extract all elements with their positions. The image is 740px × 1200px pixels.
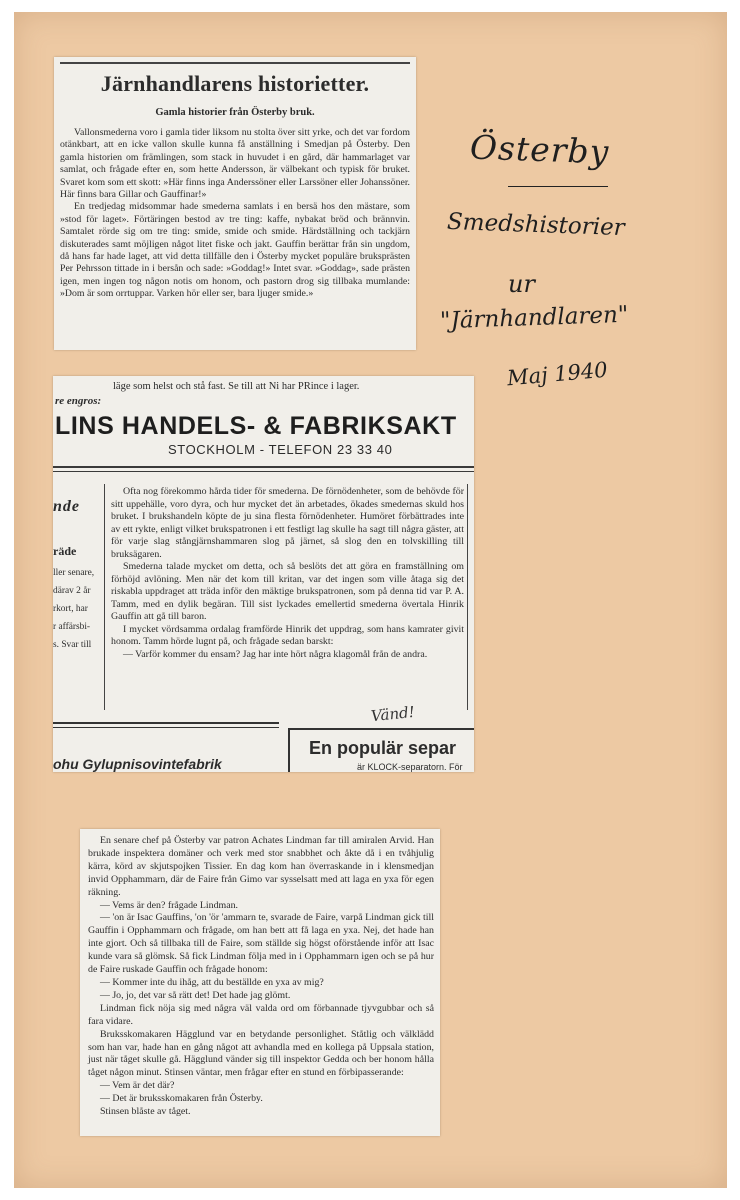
newspaper-clipping-3 [80,829,440,1136]
newspaper-clipping-2 [53,376,474,772]
ad-topline: läge som helst och stå fast. Se till att Ni har PRince i lager. [113,381,360,392]
clipping-body [111,486,464,661]
handwritten-place: Österby [469,127,610,172]
paragraph: — Kommer inte du ihåg, att du beställde en yxa av mig? [100,976,324,988]
clipping-headline: Järnhandlarens historietter. [100,71,370,96]
handwritten-date: Maj 1940 [506,357,609,391]
fragment-heading: nde [53,498,80,515]
clipping-subhead: Gamla historier från Österby bruk. [155,107,315,118]
divider [53,722,279,724]
paragraph: I mycket vördsamma ordalag framförde Hinrik det uppdrag, som hans kamrater givit honom. Tamm hörde lugnt på, och frågade sedan barskt: [111,623,464,647]
ad-title: En populär separ [309,738,457,758]
paragraph: Ofta nog förekommo hårda tider för smederna. De förnödenheter, som de behövde för sitt uppehälle, voro dyra, och hur mycket det än arbetades, ökades smedernas skuld hos bruket. I brukshandeln köpte de ju sina flesta förnödenheter. Humöret förbättrades inte av ett rykte, enligt vilket brukspatronen i ett festligt lag skulle ha sagt till några gäster, att för varje slag stångjärnshammaren slog på järnet, så slog den en tolvskilling till bruksägaren. [111,486,464,560]
divider [53,471,474,472]
paragraph: — Det är bruksskomakaren från Österby. [100,1093,263,1105]
fragment-line: därav 2 år [53,586,91,596]
paragraph: — 'on är Isac Gauffins, 'on 'ör 'ammarn te, svarade de Faire, varpå Lindman gick till Gauffin i Opphammarn och frågade, om han bett att få laga en yxa. Nej, det hade han inte gjort. Och så tillbaka till de Faire, som ställde sig högst oförstående inför att Isac kunde vara så glömsk. Så fick Lindman följa med in i Opphammarn igen och se på hur de Faire ruskade Gauffin och frågade honom: [88,912,434,976]
fragment-line: ller senare, [53,568,95,578]
ad-city-phone: STOCKHOLM - TELEFON 23 33 40 [168,442,393,457]
paragraph: Bruksskomakaren Hägglund var en betydande personlighet. Ståtlig och välklädd som han var, hade han en gång något att avhandla med en kollega på Uppsala station, just när tåget skulle gå. Hägglund vänder sig till inspektor Gedda och ber honom hålla tåget någon minut. Stinsen väntar, men frågar efter en stund en förbipasserande: [88,1028,434,1079]
column-rule [467,484,468,710]
handwritten-underline [508,186,608,187]
handwritten-title: Smedshistorier [446,208,626,242]
paragraph: En tredjedag midsommar hade smederna samlats i en bersä hos den mästare, som »stod för laget». Förtäringen bestod av tre ting: kaffe, nybakat bröd och brännvin. Samtalet rörde sig om tre ting: smide, smide och smide. Härdställning och tackjärn diskuterades samt möjligen något litet fiske och jakt. Gauffin berättar från sin ungdom, då hans far hade laget, att vid detta tillfälle den i Österby mycket populäre bruksprästen Per Pehrsson tittade in i bersån och sade: »Goddag!» Intet svar. »Goddag», sade prästen igen, men ingen tog någon notis om honom, och pastorn drog sig tillbaka mumlande: »Dom är som orrtuppar. Varken hör eller ser, bara ljuger smide.» [60,201,410,300]
paragraph: Stinsen blåste av tåget. [100,1106,191,1118]
divider [53,466,474,468]
ad-subtitle: är KLOCK-separatorn. För [357,762,463,772]
paragraph: Lindman fick nöja sig med några väl valda ord om förbannade tjyvgubbar och så fara vidare. [88,1002,434,1027]
top-rule [60,62,410,64]
paragraph: En senare chef på Österby var patron Achates Lindman far till amiralen Arvid. Han brukade inspektera domäner och verk med stor snabbhet och åkte då i en tvåhjulig kärra, körd av skjutspojken Tissier. En dag kom han överraskande in i klensmedjan invid Opphammarn, där de Faire från Gimo var sysselsatt med att laga en yxa för egen räkning. [88,835,434,898]
handwritten-turn-note: Vänd! [370,702,416,726]
ad-engros-label: re engros: [55,395,102,407]
newspaper-clipping-1 [54,57,416,350]
ad-company-name: LINS HANDELS- & FABRIKSAKT [55,412,457,440]
fragment-line: rkort, har [53,604,88,614]
clipping-body [60,127,410,301]
column-rule [104,484,105,710]
paragraph: — Vem är det där? [100,1080,175,1092]
paragraph: — Jo, jo, det var så rätt det! Det hade jag glömt. [100,989,291,1001]
paragraph: Vallonsmederna voro i gamla tider liksom nu stolta över sitt yrke, och det var fordom otänkbart, att en icke vallon skulle kunna få anställning i Smedjan på Österby. Den gamla historien om främlingen, som stack in huvudet i en gård, där hammarlaget var samlat, och frågade efter en, som hette Andersson, är välbekant och typisk för bruket. Svaret kom som ett skott: »Här finns inga Anderssöner eller Larssöner eller Johanssöner. Här finns bara Gillar och Gauffinar!» [60,127,410,201]
adjacent-column-fragment [53,484,103,712]
ad-fragment-left: ohu Gylupnisovintefabrik [53,756,222,772]
fragment-line: s. Svar till [53,640,92,650]
handwritten-source: "Järnhandlaren" [439,301,629,335]
paragraph: — Varför kommer du ensam? Jag har inte hört några klagomål från de andra. [123,648,428,660]
paragraph: Smederna talade mycket om detta, och så beslöts det att göra en framställning om förhöjd avlöning. Men när det kom till kritan, var det ingen som ville åtaga sig det riskabla uppdraget att träda inför den mäktige brukspatronen, som på denna tid var P. A. Tamm, med en dylik begäran. Till sist lyckades emellertid smederna övertala Hinrik Gauffin att gå till baron. [111,561,464,622]
paragraph: — Vems är den? frågade Lindman. [100,899,239,911]
fragment-subheading: räde [53,544,77,558]
divider [53,727,279,728]
handwritten-ur: ur [508,270,535,298]
fragment-line: r affärsbi- [53,622,91,632]
clipping-body [88,835,434,1119]
